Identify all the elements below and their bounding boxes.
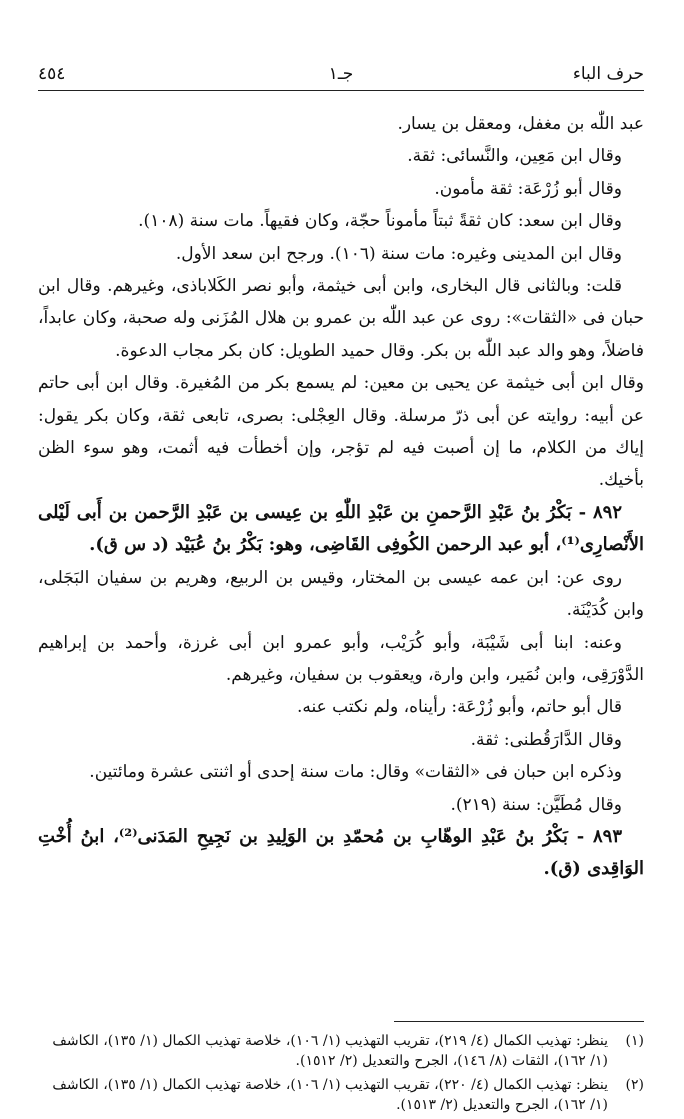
paragraph: وذكره ابن حبان فى «الثقات» وقال: مات سنة إحدى أو اثنتى عشرة ومائتين. [89,762,622,783]
paragraph: وقال ابن أبى خيثمة عن يحيى بن معين: لم يسمع بكر من المُغيرة. وقال ابن أبى حاتم عن أبيه: روايته عن أبى ذرّ مرسلة. وقال العِجْلى: بصرى، تابعى ثقة، وكان بكر يقول: إياك من الكلام، ما إن أصبت فيه لم تؤجر، وإن أخطأت فيه أثمت، وهو سوء الظن بأخيك. [38,373,644,491]
footnote [38,1075,644,1115]
footnote-text: ينظر: تهذيب الكمال (٤/ ٢١٩)، تقريب التهذيب (١/ ١٠٦)، خلاصة تهذيب الكمال (١/ ١٣٥)، الكاشف (١/ ١٦٢)، الثقات (٨/ ١٤٦)، الجرح والتعديل (٢/ ١٥١٢). [52,1033,608,1069]
paragraph: وقال الدَّارَقُطنى: ثقة. [470,729,622,750]
footnotes [38,1031,644,1119]
entry-heading: ٨٩٢ - بَكْرُ بنُ عَبْدِ الرَّحمنِ بن عَبْدِ اللّٰهِ بن عِيسى بن عَبْدِ الرَّحمن بن أَبى لَيْلى الأَنْصارِى⁽¹⁾، أبو عبد الرحمن الكُوفِى القَاضِى، وهو: بَكْرُ بنُ عُبَيْد (د س ق). [38,501,644,556]
page-number: ٤٥٤ [38,64,66,84]
entry-heading: ٨٩٣ - بَكْرُ بنُ عَبْدِ الوهّابِ بن مُحمّدِ بن الوَلِيدِ بن نَجِيحِ المَدَنى⁽²⁾، ابنُ أُخْتِ الوَاقِدى (ق). [38,825,644,880]
paragraph: وقال مُطَيَّن: سنة (٢١٩). [450,794,622,815]
header-section: حرف الباء [572,64,644,84]
running-header [38,60,644,90]
main-text [38,108,644,886]
footnote-number: (١) [625,1033,644,1049]
header-volume: جـ١ [328,64,354,84]
footnote [38,1031,644,1071]
paragraph: عبد اللّٰه بن مغفل، ومعقل بن يسار. [397,114,644,134]
header-rule [38,90,644,91]
paragraph: وعنه: ابنا أبى شَيْبَة، وأبو كُرَيْب، وأبو عمرو ابن أبى غرزة، وأحمد بن إبراهيم الدَّوْرَقِى، وابن نُمَير، وابن وارة، ويعقوب بن سفيان، وغيرهم. [38,632,644,685]
footnote-text: ينظر: تهذيب الكمال (٤/ ٢٢٠)، تقريب التهذيب (١/ ١٠٦)، خلاصة تهذيب الكمال (١/ ١٣٥)، الكاشف (١/ ١٦٢)، الجرح والتعديل (٢/ ١٥١٣). [52,1077,608,1113]
paragraph: وقال ابن سعد: كان ثقةً ثبتاً مأموناً حجّة، وكان فقيهاً. مات سنة (١٠٨). [138,211,622,232]
footnote-separator [394,1021,644,1022]
paragraph: قال أبو حاتم، وأبو زُرْعَة: رأيناه، ولم نكتب عنه. [296,697,622,718]
footnote-number: (٢) [625,1077,644,1093]
paragraph: روى عن: ابن عمه عيسى بن المختار، وقيس بن الربيع، وهريم بن سفيان البَجَلى، وابن كُدَيْنَة. [38,567,644,621]
paragraph: قلت: وبالثانى قال البخارى، وابن أبى خيثمة، وأبو نصر الكَلاباذى، وغيرهم. وقال ابن حبان فى «الثقات»: روى عن عبد اللّٰه بن عمرو بن هلال المُزَنى وله صحبة، وكان عابداً، فاضلاً، وهو والد عبد اللّٰه بن بكر. وقال حميد الطويل: كان بكر مجاب الدعوة. [38,276,644,361]
paragraph: وقال ابن مَعِين، والنَّسائى: ثقة. [407,146,622,167]
paragraph: وقال أبو زُرْعَة: ثقة مأمون. [434,178,622,199]
paragraph: وقال ابن المدينى وغيره: مات سنة (١٠٦). ورجح ابن سعد الأول. [175,243,622,264]
